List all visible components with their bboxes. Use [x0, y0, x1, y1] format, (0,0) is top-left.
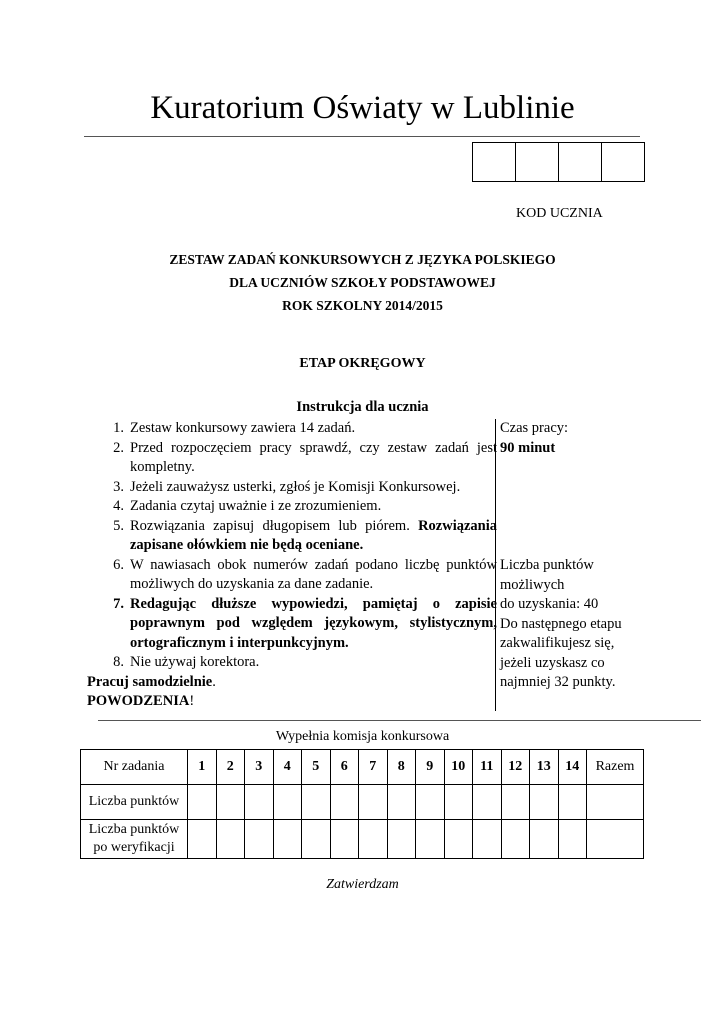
total-cell[interactable] [587, 785, 644, 820]
score-table [80, 749, 644, 859]
score-cell[interactable] [501, 820, 530, 859]
task-number: 10 [444, 750, 473, 785]
code-box[interactable] [559, 143, 602, 181]
table-row [81, 750, 644, 785]
points-line: Do następnego etapu [500, 615, 622, 632]
approval-label: Zatwierdzam [326, 877, 399, 892]
total-cell[interactable] [587, 820, 644, 859]
verified-row-label: Liczba punktów po weryfikacji [81, 820, 188, 859]
score-cell[interactable] [473, 820, 502, 859]
score-cell[interactable] [273, 820, 302, 859]
instruction-item: 7. Redagując dłuższe wypowiedzi, pamiętaj o zapisie poprawnym pod względem językowym, stylistycznym, ortograficznym i interpunkcyjnym. [113, 595, 497, 651]
instruction-item: 6. W nawiasach obok numerów zadań podano liczbę punktów możliwych do uzyskania za dane zadanie. [113, 556, 497, 592]
score-cell[interactable] [216, 820, 245, 859]
student-code-boxes [472, 142, 645, 182]
score-cell[interactable] [558, 785, 587, 820]
score-cell[interactable] [473, 785, 502, 820]
task-number: 7 [359, 750, 388, 785]
score-cell[interactable] [216, 785, 245, 820]
task-number: 1 [188, 750, 217, 785]
score-cell[interactable] [330, 785, 359, 820]
score-cell[interactable] [530, 820, 559, 859]
column-divider [495, 419, 496, 711]
task-number: 9 [416, 750, 445, 785]
points-line: najmniej 32 punkty. [500, 674, 616, 690]
heading-line-2: DLA UCZNIÓW SZKOŁY PODSTAWOWEJ [229, 275, 496, 290]
task-number: 3 [245, 750, 274, 785]
instructions-title: Instrukcja dla ucznia [296, 399, 429, 415]
table-row [81, 785, 644, 820]
score-cell[interactable] [530, 785, 559, 820]
code-box[interactable] [516, 143, 559, 181]
section-divider [98, 720, 701, 721]
instructions-list [87, 419, 497, 673]
score-cell[interactable] [245, 820, 274, 859]
score-cell[interactable] [330, 820, 359, 859]
score-cell[interactable] [188, 785, 217, 820]
score-cell[interactable] [302, 785, 331, 820]
task-number: 2 [216, 750, 245, 785]
student-code-label: KOD UCZNIA [516, 206, 603, 221]
header-label: Nr zadania [81, 750, 188, 785]
page-title: Kuratorium Oświaty w Lublinie [150, 90, 575, 126]
time-info [500, 419, 630, 458]
points-line: do uzyskania: 40 [500, 596, 599, 612]
table-caption: Wypełnia komisja konkursowa [275, 729, 450, 744]
code-box[interactable] [602, 143, 644, 181]
score-cell[interactable] [359, 820, 388, 859]
task-number: 5 [302, 750, 331, 785]
task-number: 11 [473, 750, 502, 785]
table-row [81, 820, 644, 859]
points-line: zakwalifikujesz się, [500, 635, 615, 651]
score-cell[interactable] [245, 785, 274, 820]
score-cell[interactable] [416, 820, 445, 859]
instruction-item: 3. Jeżeli zauważysz usterki, zgłoś je Komisji Konkursowej. [113, 478, 461, 495]
score-cell[interactable] [387, 820, 416, 859]
task-number: 6 [330, 750, 359, 785]
score-cell[interactable] [501, 785, 530, 820]
score-cell[interactable] [359, 785, 388, 820]
points-line: możliwych [500, 576, 565, 593]
task-number: 14 [558, 750, 587, 785]
heading-line-1: ZESTAW ZADAŃ KONKURSOWYCH Z JĘZYKA POLSKIEGO [169, 252, 556, 267]
task-number: 4 [273, 750, 302, 785]
score-cell[interactable] [188, 820, 217, 859]
score-cell[interactable] [273, 785, 302, 820]
points-line: jeżeli uzyskasz co [500, 654, 605, 671]
instructions-block [87, 419, 497, 712]
instruction-item: 8. Nie używaj korektora. [113, 654, 260, 670]
score-cell[interactable] [558, 820, 587, 859]
stage-title: ETAP OKRĘGOWY [299, 356, 426, 371]
points-line: Liczba punktów [500, 557, 594, 573]
score-cell[interactable] [444, 820, 473, 859]
instruction-item: 4. Zadania czytaj uważnie i ze zrozumieniem. [113, 498, 382, 514]
instruction-item: 2. Przed rozpoczęciem pracy sprawdź, czy zestaw zadań jest kompletny. [113, 439, 497, 475]
closing-line-2: POWODZENIA! [87, 693, 195, 709]
task-number: 13 [530, 750, 559, 785]
heading-line-3: ROK SZKOLNY 2014/2015 [282, 298, 443, 313]
score-cell[interactable] [416, 785, 445, 820]
task-number: 8 [387, 750, 416, 785]
total-label: Razem [587, 750, 644, 785]
time-label: Czas pracy: [500, 420, 569, 436]
title-divider [84, 136, 640, 137]
points-info [500, 556, 630, 693]
points-row-label: Liczba punktów [81, 785, 188, 820]
score-cell[interactable] [444, 785, 473, 820]
time-value: 90 minut [500, 439, 556, 456]
instruction-item: 5. Rozwiązania zapisuj długopisem lub piórem. Rozwiązania zapisane ołówkiem nie będą oceniane. [113, 517, 498, 553]
instruction-item: 1. Zestaw konkursowy zawiera 14 zadań. [113, 420, 356, 436]
score-cell[interactable] [302, 820, 331, 859]
score-cell[interactable] [387, 785, 416, 820]
task-number: 12 [501, 750, 530, 785]
code-box[interactable] [473, 143, 516, 181]
closing-line-1: Pracuj samodzielnie. [87, 673, 216, 690]
